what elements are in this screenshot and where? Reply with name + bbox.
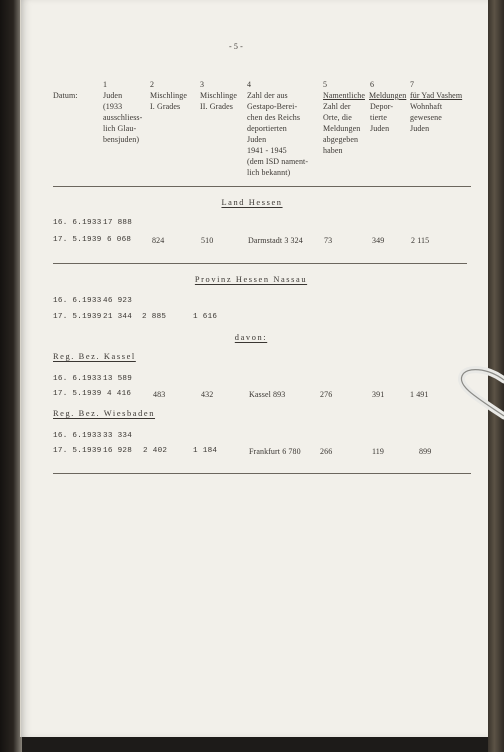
col2-line-1: Mischlinge — [150, 91, 187, 100]
wiesbaden-row1-date: 16. 6.1933 — [53, 432, 102, 440]
hessen-row2-c5: 73 — [324, 236, 333, 245]
col6-line-2: Depor- — [370, 102, 394, 111]
kassel-row2-c2: 483 — [153, 390, 166, 399]
wiesbaden-row2-c5: 266 — [320, 447, 333, 456]
col4-line-4: deportierten — [247, 124, 287, 133]
nassau-row2-date: 17. 5.1939 — [53, 313, 102, 321]
end-rule — [53, 473, 471, 474]
hessen-row2-c3: 510 — [201, 236, 214, 245]
wiesbaden-row2-c2: 2 402 — [143, 447, 168, 455]
col6-number: 6 — [370, 80, 375, 89]
nassau-row2-c1: 21 344 — [103, 313, 133, 321]
col4-line-5: Juden — [247, 135, 267, 144]
wiesbaden-row2-c7: 899 — [419, 447, 432, 456]
col5-number: 5 — [323, 80, 328, 89]
col2-number: 2 — [150, 80, 155, 89]
col4-line-2: Gestapo-Berei- — [247, 102, 298, 111]
nassau-row1-c1: 46 923 — [103, 297, 133, 305]
col5-line-6: haben — [323, 146, 343, 155]
hessen-row2-date: 17. 5.1939 — [53, 236, 102, 244]
section-rule-hessen — [53, 263, 467, 264]
col7-line-4: Juden — [410, 124, 430, 133]
col4-line-7: (dem ISD nament- — [247, 157, 309, 166]
page-number: - 5 - — [229, 42, 243, 51]
section-title-provinz-hessen-nassau: Provinz Hessen Nassau — [194, 275, 308, 284]
col4-line-3: chen des Reichs — [247, 113, 301, 122]
hessen-row1-date: 16. 6.1933 — [53, 219, 102, 227]
col6-line-4: Juden — [370, 124, 390, 133]
date-column-header: Datum: — [53, 91, 78, 100]
col5-line-2: Zahl der — [323, 102, 351, 111]
col6-line-1: Meldungen — [369, 91, 407, 100]
col6-line-3: tierte — [370, 113, 388, 122]
col3-number: 3 — [200, 80, 205, 89]
wiesbaden-row2-c6: 119 — [372, 447, 385, 456]
section-title-wiesbaden: Reg. Bez. Wiesbaden — [53, 409, 156, 418]
hessen-row2-c6: 349 — [372, 236, 385, 245]
col7-number: 7 — [410, 80, 415, 89]
col5-line-3: Orte, die — [323, 113, 352, 122]
col1-line-5: bensjuden) — [103, 135, 140, 144]
kassel-row2-c6: 391 — [372, 390, 385, 399]
col3-line-2: II. Grades — [200, 102, 233, 111]
wiesbaden-row1-c1: 33 334 — [103, 432, 133, 440]
kassel-row1-date: 16. 6.1933 — [53, 375, 102, 383]
col3-line-1: Mischlinge — [200, 91, 237, 100]
kassel-row1-c1: 13 589 — [103, 375, 133, 383]
col1-line-1: Juden — [103, 91, 123, 100]
kassel-row2-c5: 276 — [320, 390, 333, 399]
col7-line-1: für Yad Vashem — [410, 91, 463, 100]
kassel-row2-c4: Kassel 893 — [249, 390, 286, 399]
wiesbaden-row2-c4: Frankfurt 6 780 — [249, 447, 301, 456]
hessen-row2-c2: 824 — [152, 236, 165, 245]
col1-number: 1 — [103, 80, 108, 89]
davon-label: davon: — [234, 333, 268, 342]
col1-line-4: lich Glau- — [103, 124, 137, 133]
col7-line-3: gewesene — [410, 113, 442, 122]
col5-line-4: Meldungen — [323, 124, 361, 133]
kassel-row2-c1: 4 416 — [107, 390, 132, 398]
col4-line-6: 1941 - 1945 — [247, 146, 287, 155]
section-title-land-hessen: Land Hessen — [221, 198, 283, 207]
kassel-row2-c7: 1 491 — [410, 390, 429, 399]
hessen-row2-c7: 2 115 — [411, 236, 430, 245]
nassau-row2-c3: 1 616 — [193, 313, 218, 321]
col4-line-1: Zahl der aus — [247, 91, 288, 100]
col1-line-2: (1933 — [103, 102, 123, 111]
wiesbaden-row2-c3: 1 184 — [193, 447, 218, 455]
col5-line-5: abgegeben — [323, 135, 359, 144]
hessen-row2-c4: Darmstadt 3 324 — [248, 236, 303, 245]
col4-line-8: lich bekannt) — [247, 168, 291, 177]
header-rule — [53, 186, 471, 187]
kassel-row2-c3: 432 — [201, 390, 214, 399]
hessen-row1-c1: 17 888 — [103, 219, 133, 227]
paper-clip-icon — [458, 360, 504, 422]
scan-left-edge — [0, 0, 22, 752]
col4-number: 4 — [247, 80, 252, 89]
nassau-row2-c2: 2 885 — [142, 313, 167, 321]
wiesbaden-row2-date: 17. 5.1939 — [53, 447, 102, 455]
kassel-row2-date: 17. 5.1939 — [53, 390, 102, 398]
col5-line-1: Namentliche — [323, 91, 365, 100]
col7-line-2: Wohnhaft — [410, 102, 443, 111]
nassau-row1-date: 16. 6.1933 — [53, 297, 102, 305]
document-page — [20, 0, 488, 737]
section-title-kassel: Reg. Bez. Kassel — [53, 352, 136, 361]
wiesbaden-row2-c1: 16 928 — [103, 447, 133, 455]
col1-line-3: ausschliess- — [103, 113, 143, 122]
hessen-row2-c1: 6 068 — [107, 236, 132, 244]
col2-line-2: I. Grades — [150, 102, 181, 111]
